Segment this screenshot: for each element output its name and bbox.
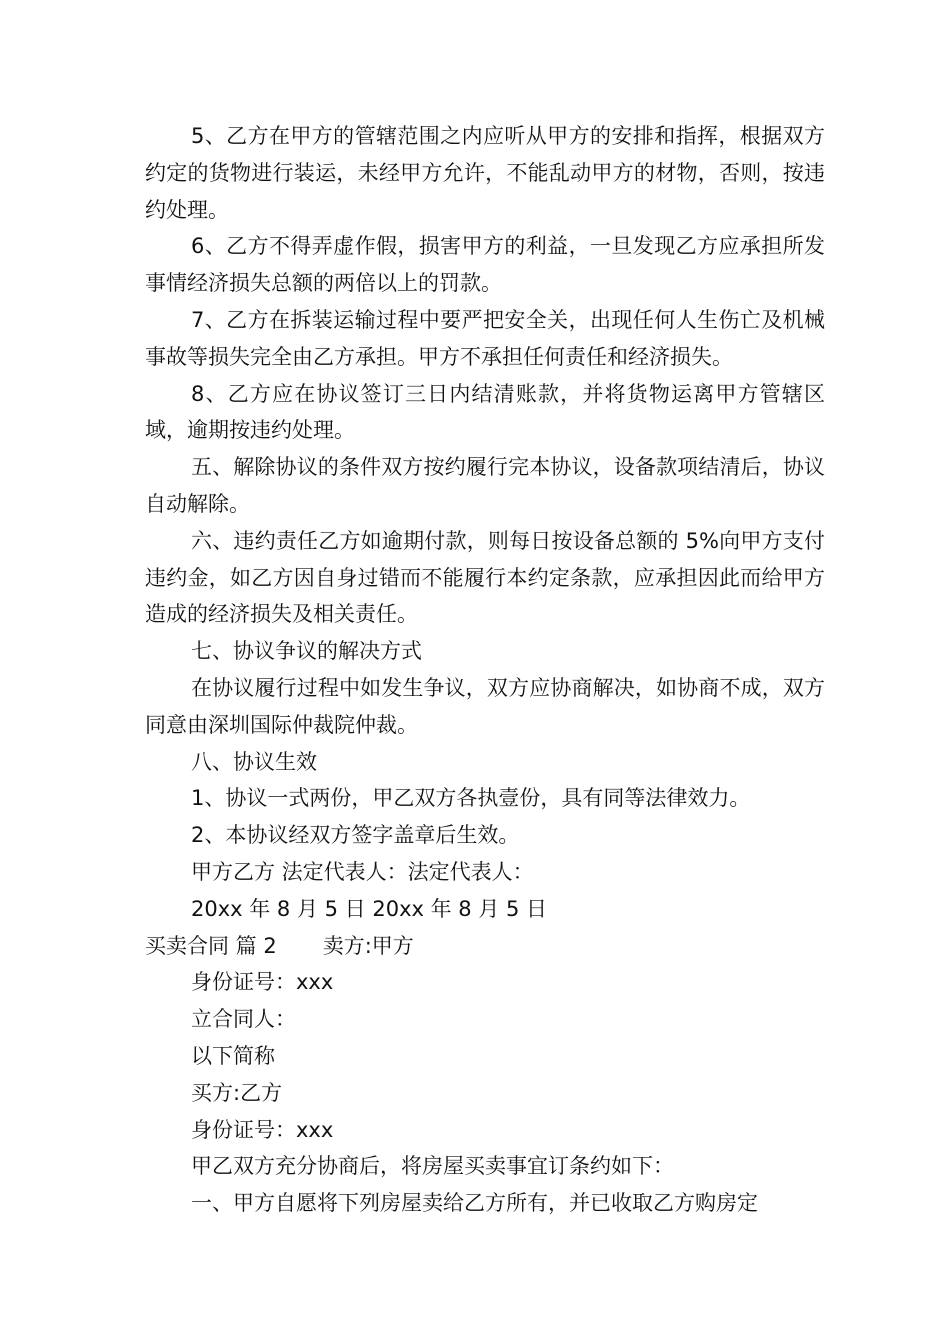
paragraph-copies: 1、协议一式两份，甲乙双方各执壹份，具有同等法律效力。 (191, 786, 751, 811)
paragraph-clause-6: 6、乙方不得弄虚作假，损害甲方的利益，一旦发现乙方应承担所发事情经济损失总额的两倍以上的罚款。 (145, 234, 825, 296)
agreement-intro: 甲乙双方充分协商后，将房屋买卖事宜订条约如下： (191, 1154, 674, 1179)
abbreviation-label: 以下简称 (191, 1043, 275, 1068)
section-2-title: 买卖合同 篇 2 (145, 933, 277, 958)
document-body (145, 118, 825, 1222)
signature-line: 甲方乙方 法定代表人：法定代表人： (191, 859, 534, 884)
paragraph-dispute: 在协议履行过程中如发生争议，双方应协商解决，如协商不成，双方同意由深圳国际仲裁院仲裁。 (145, 675, 825, 737)
paragraph-clause-7: 7、乙方在拆装运输过程中要严把安全关，出现任何人生伤亡及机械事故等损失完全由乙方承担。甲方不承担任何责任和经济损失。 (145, 307, 825, 369)
heading-dispute-resolution: 七、协议争议的解决方式 (191, 639, 422, 664)
clause-1-house-sale: 一、甲方自愿将下列房屋卖给乙方所有，并已收取乙方购房定 (191, 1191, 758, 1216)
paragraph-signing: 2、本协议经双方签字盖章后生效。 (191, 823, 520, 848)
paragraph-clause-5: 5、乙方在甲方的管辖范围之内应听从甲方的安排和指挥，根据双方约定的货物进行装运，未经甲方允许，不能乱动甲方的材物，否则，按违约处理。 (145, 124, 825, 222)
seller-id-number: 身份证号：xxx (191, 970, 334, 995)
seller-label: 卖方:甲方 (322, 933, 414, 958)
paragraph-clause-8: 8、乙方应在协议签订三日内结清账款，并将货物运离甲方管辖区域，逾期按违约处理。 (145, 381, 825, 443)
paragraph-liability: 六、违约责任乙方如逾期付款，则每日按设备总额的 5%向甲方支付违约金，如乙方因自身过错而不能履行本约定条款，应承担因此而给甲方造成的经济损失及相关责任。 (145, 528, 825, 627)
buyer-id-number: 身份证号：xxx (191, 1117, 334, 1142)
section-2-heading (145, 928, 825, 965)
paragraph-termination: 五、解除协议的条件双方按约履行完本协议，设备款项结清后，协议自动解除。 (145, 455, 825, 516)
buyer-label: 买方:乙方 (191, 1080, 283, 1105)
contract-party-label: 立合同人： (191, 1007, 296, 1032)
date-line: 20xx 年 8 月 5 日 20xx 年 8 月 5 日 (191, 896, 548, 921)
heading-effectiveness: 八、协议生效 (191, 749, 317, 774)
